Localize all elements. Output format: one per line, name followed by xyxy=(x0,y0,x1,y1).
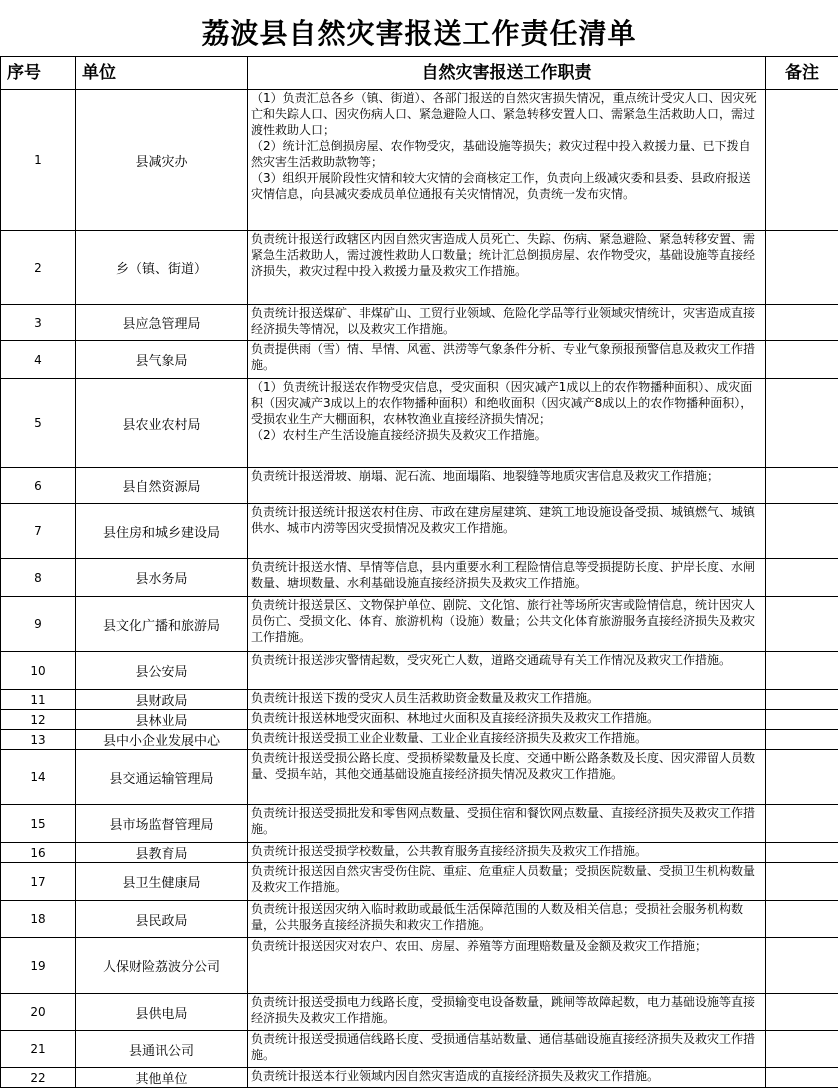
row-duty: （1）负责统计报送农作物受灾信息，受灾面积（因灾减产1成以上的农作物播种面积）、成灾面积（因灾减产3成以上的农作物播种面积）和绝收面积（因灾减产8成以上的农作物播种面积），受损农业生产大棚面积，农林牧渔业直接经济损失情况； （2）农村生产生活设施直接经济损失及救灾工作措施。 xyxy=(248,379,766,468)
row-number: 15 xyxy=(1,805,76,843)
document-title: 荔波县自然灾害报送工作责任清单 xyxy=(0,14,838,54)
table-row xyxy=(1,231,838,305)
row-duty: 负责统计报送景区、文物保护单位、剧院、文化馆、旅行社等场所灾害或险情信息，统计因灾人员伤亡、受损文化、体育、旅游机构（设施）数量；公共文化体育旅游服务直接经济损失及救灾工作措施。 xyxy=(248,597,766,652)
row-unit: 县民政局 xyxy=(76,901,248,938)
row-note xyxy=(766,1068,838,1088)
row-number: 11 xyxy=(1,690,76,710)
row-note xyxy=(766,750,838,805)
row-note xyxy=(766,843,838,863)
row-unit: 县通讯公司 xyxy=(76,1031,248,1068)
row-unit: 人保财险荔波分公司 xyxy=(76,938,248,994)
row-number: 4 xyxy=(1,341,76,379)
table-row xyxy=(1,750,838,805)
row-duty: 负责统计报送滑坡、崩塌、泥石流、地面塌陷、地裂缝等地质灾害信息及救灾工作措施； xyxy=(248,468,766,504)
row-unit: 县教育局 xyxy=(76,843,248,863)
row-duty: 负责提供雨（雪）情、旱情、风雹、洪涝等气象条件分析、专业气象预报预警信息及救灾工作措施。 xyxy=(248,341,766,379)
row-number: 5 xyxy=(1,379,76,468)
table-row xyxy=(1,504,838,559)
row-note xyxy=(766,231,838,305)
row-unit: 其他单位 xyxy=(76,1068,248,1088)
row-unit: 县文化广播和旅游局 xyxy=(76,597,248,652)
row-note xyxy=(766,863,838,901)
row-number: 13 xyxy=(1,730,76,750)
row-unit: 县林业局 xyxy=(76,710,248,730)
row-unit: 县交通运输管理局 xyxy=(76,750,248,805)
row-note xyxy=(766,901,838,938)
row-number: 22 xyxy=(1,1068,76,1088)
table-row xyxy=(1,652,838,690)
row-unit: 县财政局 xyxy=(76,690,248,710)
row-note xyxy=(766,559,838,597)
row-unit: 县减灾办 xyxy=(76,90,248,231)
row-note xyxy=(766,805,838,843)
table-row xyxy=(1,863,838,901)
row-duty: 负责统计报送受损电力线路长度，受损输变电设备数量，跳闸等故障起数，电力基础设施等直接经济损失及救灾工作措施。 xyxy=(248,994,766,1031)
row-duty: 负责统计报送受损工业企业数量、工业企业直接经济损失及救灾工作措施。 xyxy=(248,730,766,750)
row-number: 21 xyxy=(1,1031,76,1068)
row-unit: 县自然资源局 xyxy=(76,468,248,504)
header-note: 备注 xyxy=(766,57,838,90)
row-duty: 负责统计报送受损公路长度、受损桥梁数量及长度、交通中断公路条数及长度、因灾滞留人员数量、受损车站，其他交通基础设施直接经济损失情况及救灾工作措施。 xyxy=(248,750,766,805)
row-note xyxy=(766,938,838,994)
table-row xyxy=(1,341,838,379)
row-duty: （1）负责汇总各乡（镇、街道）、各部门报送的自然灾害损失情况，重点统计受灾人口、因灾死亡和失踪人口、因灾伤病人口、紧急避险人口、紧急转移安置人口、需紧急生活救助人口，需过渡性救助人口； （2）统计汇总倒损房屋、农作物受灾，基础设施等损失；救灾过程中投入救援力量、已下拨自然灾害生活救助款物等； （3）组织开展阶段性灾情和较大灾情的会商核定工作，负责向上级减灾委和县委、县政府报送灾情信息，向县减灾委成员单位通报有关灾情情况，负责统一发布灾情。 xyxy=(248,90,766,231)
row-unit: 县气象局 xyxy=(76,341,248,379)
row-duty: 负责统计报送行政辖区内因自然灾害造成人员死亡、失踪、伤病、紧急避险、紧急转移安置、需紧急生活救助人，需过渡性救助人口数量；统计汇总倒损房屋、农作物受灾，基础设施等直接经济损失，救灾过程中投入救援力量及救灾工作措施。 xyxy=(248,231,766,305)
table-row xyxy=(1,710,838,730)
row-number: 16 xyxy=(1,843,76,863)
row-number: 12 xyxy=(1,710,76,730)
row-note xyxy=(766,994,838,1031)
table-row xyxy=(1,805,838,843)
table-row xyxy=(1,730,838,750)
table-row xyxy=(1,901,838,938)
row-number: 20 xyxy=(1,994,76,1031)
row-number: 10 xyxy=(1,652,76,690)
row-note xyxy=(766,90,838,231)
table-row xyxy=(1,305,838,341)
row-note xyxy=(766,690,838,710)
row-unit: 乡（镇、街道） xyxy=(76,231,248,305)
row-duty: 负责统计报送受损批发和零售网点数量、受损住宿和餐饮网点数量、直接经济损失及救灾工作措施。 xyxy=(248,805,766,843)
table-header-row xyxy=(1,57,838,90)
table-row xyxy=(1,938,838,994)
row-number: 7 xyxy=(1,504,76,559)
row-number: 8 xyxy=(1,559,76,597)
row-duty: 负责统计报送水情、旱情等信息，县内重要水利工程险情信息等受损提防长度、护岸长度、水闸数量、塘坝数量、水利基础设施直接经济损失及救灾工作措施。 xyxy=(248,559,766,597)
table-body xyxy=(1,90,838,1088)
row-duty: 负责统计报送涉灾警情起数，受灾死亡人数，道路交通疏导有关工作情况及救灾工作措施。 xyxy=(248,652,766,690)
table-row xyxy=(1,1068,838,1088)
table-row xyxy=(1,559,838,597)
table-row xyxy=(1,90,838,231)
table-row xyxy=(1,690,838,710)
row-number: 1 xyxy=(1,90,76,231)
row-duty: 负责统计报送本行业领域内因自然灾害造成的直接经济损失及救灾工作措施。 xyxy=(248,1068,766,1088)
row-note xyxy=(766,379,838,468)
table-row xyxy=(1,379,838,468)
row-number: 14 xyxy=(1,750,76,805)
row-duty: 负责统计报送受损通信线路长度、受损通信基站数量、通信基础设施直接经济损失及救灾工作措施。 xyxy=(248,1031,766,1068)
row-note xyxy=(766,504,838,559)
row-number: 17 xyxy=(1,863,76,901)
responsibility-table xyxy=(0,56,838,1088)
row-number: 2 xyxy=(1,231,76,305)
row-unit: 县公安局 xyxy=(76,652,248,690)
row-duty: 负责统计报送统计报送农村住房、市政在建房屋建筑、建筑工地设施设备受损、城镇燃气、城镇供水、城市内涝等因灾受损情况及救灾工作措施。 xyxy=(248,504,766,559)
row-number: 6 xyxy=(1,468,76,504)
row-note xyxy=(766,341,838,379)
row-unit: 县卫生健康局 xyxy=(76,863,248,901)
row-note xyxy=(766,652,838,690)
row-note xyxy=(766,730,838,750)
table-row xyxy=(1,597,838,652)
row-unit: 县农业农村局 xyxy=(76,379,248,468)
row-duty: 负责统计报送因灾对农户、农田、房屋、养殖等方面理赔数量及金额及救灾工作措施； xyxy=(248,938,766,994)
table-row xyxy=(1,468,838,504)
row-number: 9 xyxy=(1,597,76,652)
row-note xyxy=(766,468,838,504)
row-number: 19 xyxy=(1,938,76,994)
row-duty: 负责统计报送因自然灾害受伤住院、重症、危重症人员数量；受损医院数量、受损卫生机构数量及救灾工作措施。 xyxy=(248,863,766,901)
row-unit: 县应急管理局 xyxy=(76,305,248,341)
row-duty: 负责统计报送林地受灾面积、林地过火面积及直接经济损失及救灾工作措施。 xyxy=(248,710,766,730)
row-unit: 县市场监督管理局 xyxy=(76,805,248,843)
header-unit: 单位 xyxy=(76,57,248,90)
row-duty: 负责统计报送煤矿、非煤矿山、工贸行业领域、危险化学品等行业领域灾情统计，灾害造成直接经济损失等情况，以及救灾工作措施。 xyxy=(248,305,766,341)
header-duty: 自然灾害报送工作职责 xyxy=(248,57,766,90)
row-unit: 县水务局 xyxy=(76,559,248,597)
row-note xyxy=(766,1031,838,1068)
header-no: 序号 xyxy=(1,57,76,90)
row-duty: 负责统计报送受损学校数量，公共教育服务直接经济损失及救灾工作措施。 xyxy=(248,843,766,863)
table-row xyxy=(1,1031,838,1068)
row-number: 3 xyxy=(1,305,76,341)
table-row xyxy=(1,994,838,1031)
row-unit: 县中小企业发展中心 xyxy=(76,730,248,750)
row-unit: 县供电局 xyxy=(76,994,248,1031)
row-unit: 县住房和城乡建设局 xyxy=(76,504,248,559)
row-note xyxy=(766,305,838,341)
row-note xyxy=(766,710,838,730)
row-number: 18 xyxy=(1,901,76,938)
row-duty: 负责统计报送因灾纳入临时救助或最低生活保障范围的人数及相关信息；受损社会服务机构数量，公共服务直接经济损失和救灾工作措施。 xyxy=(248,901,766,938)
row-duty: 负责统计报送下拨的受灾人员生活救助资金数量及救灾工作措施。 xyxy=(248,690,766,710)
table-row xyxy=(1,843,838,863)
row-note xyxy=(766,597,838,652)
